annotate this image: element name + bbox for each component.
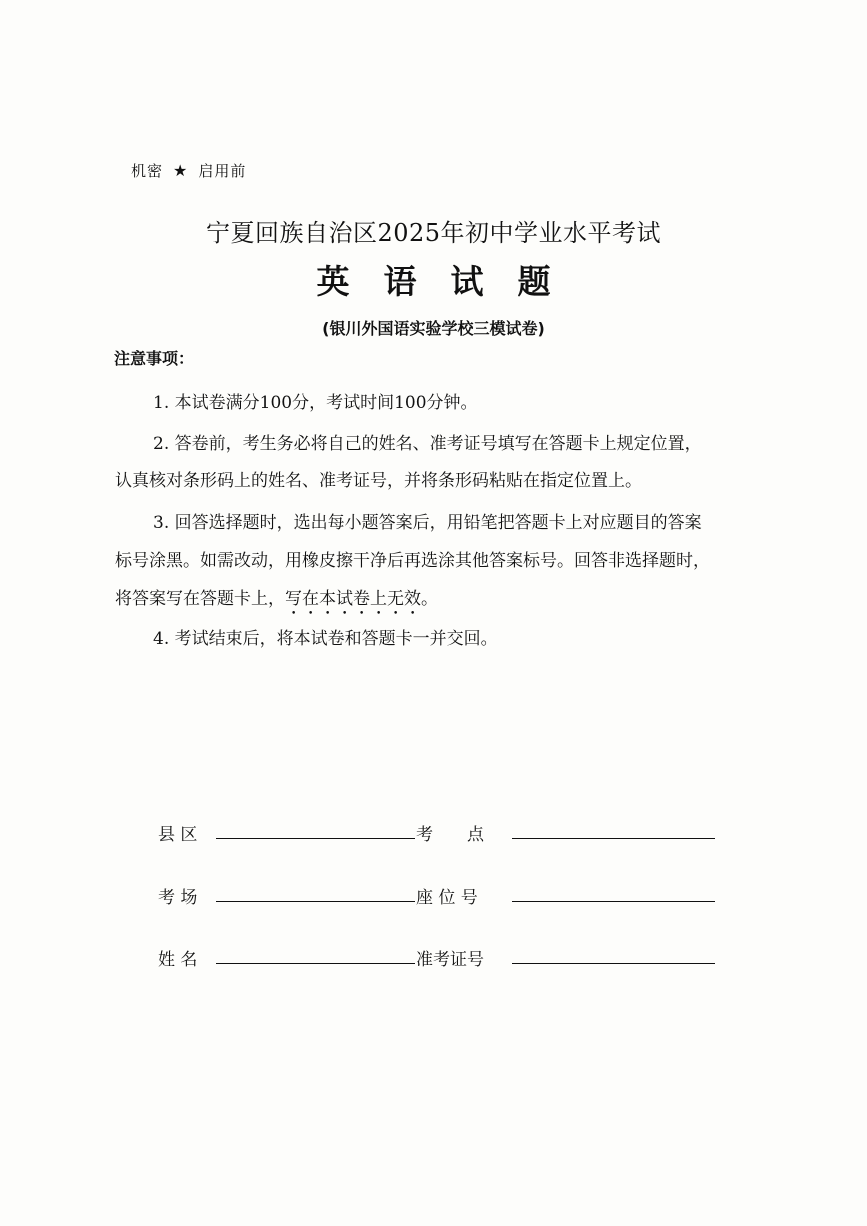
star-icon: ★	[173, 161, 189, 180]
seat-number-label: 座 位 号	[416, 888, 478, 908]
notice-item-4: 4. 考试结束后，将本试卷和答题卡一并交回。	[153, 629, 498, 649]
exam-title: 宁夏回族自治区2025年初中学业水平考试	[205, 219, 662, 247]
exam-room-label: 考 场	[158, 888, 198, 908]
notice-item-3-line-1: 3. 回答选择题时，选出每小题答案后，用铅笔把答题卡上对应题目的答案	[153, 513, 702, 533]
ticket-number-field[interactable]	[512, 963, 715, 964]
notice-item-2-line-2: 认真核对条形码上的姓名、准考证号，并将条形码粘贴在指定位置上。	[115, 471, 642, 491]
exam-room-field[interactable]	[216, 901, 415, 902]
exam-site-field[interactable]	[512, 838, 715, 839]
emphasis-invalid-text: 写在本试卷上无效	[285, 589, 421, 609]
county-label: 县 区	[158, 825, 198, 845]
exam-site-label: 考 点	[416, 825, 484, 845]
notice-item-3-end: 。	[421, 589, 438, 609]
ticket-number-label: 准考证号	[416, 950, 484, 970]
notice-item-2-line-1: 2. 答卷前，考生务必将自己的姓名、准考证号填写在答题卡上规定位置，	[153, 434, 702, 454]
notice-heading: 注意事项：	[114, 349, 195, 368]
notice-item-3-line-3	[115, 584, 438, 619]
notice-item-3-line-2: 标号涂黑。如需改动，用橡皮擦干净后再选涂其他答案标号。回答非选择题时，	[115, 551, 710, 571]
confidential-label: 机密	[131, 162, 164, 180]
seat-number-field[interactable]	[512, 901, 715, 902]
notice-item-3-text: 将答案写在答题卡上，	[115, 589, 285, 609]
notice-item-1: 1. 本试卷满分100分，考试时间100分钟。	[153, 393, 478, 413]
subject-title: 英语试题	[316, 262, 585, 301]
name-field[interactable]	[216, 963, 415, 964]
before-use-label: 启用前	[198, 162, 247, 180]
confidential-marker	[131, 160, 246, 181]
school-note: (银川外国语实验学校三模试卷)	[322, 319, 545, 338]
name-label: 姓 名	[158, 950, 198, 970]
county-field[interactable]	[216, 838, 415, 839]
